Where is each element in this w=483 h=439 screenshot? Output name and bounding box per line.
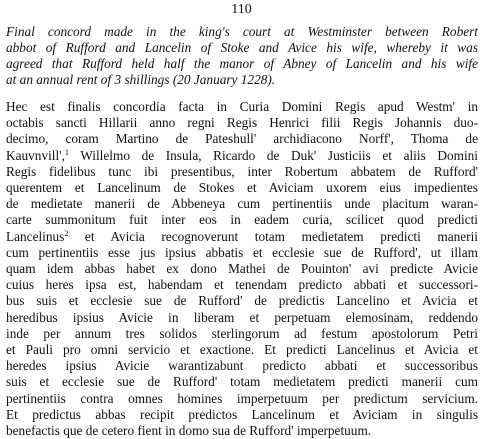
body-line: cuius heres ipsa est, habendam et tenendam predicto abbati et successori-: [6, 277, 478, 293]
body-line: benefactis que de cetero fient in domo sua de Rufford' imperpetuum.: [6, 423, 372, 439]
body-line: suis et ecclesie sue de Rufford' totam medietatem predicti manerii cum: [6, 374, 478, 390]
body-line: querentem et Lancelinum de Stokes et Aviciam uxorem eius impedientes: [6, 180, 478, 196]
body-line-fragment: Kauvnvill',: [6, 147, 65, 163]
footnote-ref-2: 2: [64, 228, 69, 238]
summary-paragraph: [6, 24, 478, 88]
latin-body-text: [6, 99, 478, 439]
body-line: Et predictus abbas recipit predictos Lancelinum et Aviciam in singulis: [6, 406, 478, 422]
body-line: inde per annum tres solidos sterlingorum ad festum apostolorum Petri: [6, 325, 478, 341]
body-line: heredibus ipsius Avicie in liberam et perpetuam elemosinam, reddendo: [6, 309, 478, 325]
page-number: 110: [231, 2, 252, 17]
body-line: pertinentiis contra omnes homines imperpetuum per predictum servicium.: [6, 390, 478, 406]
body-line: Regis fidelibus tunc ibi presentibus, inter Robertum abbatem de Rufford': [6, 163, 478, 179]
body-line: decimo, coram Martino de Pateshull' archidiacono Norff', Thoma de: [6, 131, 478, 147]
body-line-fragment: Willelmo de Insula, Ricardo de Duk' Justiciis et aliis Domini: [68, 147, 478, 163]
body-line-with-footnote: [6, 229, 478, 245]
body-line-fragment: Lancelinus: [6, 228, 65, 244]
summary-line: agreed that Rufford held half the manor of Abney of Lancelin and his wife: [6, 56, 478, 71]
body-line: quam idem abbas habet ex dono Mathei de Pouinton' avi predicte Avicie: [6, 261, 478, 277]
summary-line: abbot of Rufford and Lancelin of Stoke and Avice his wife, whereby it was: [6, 40, 478, 55]
body-line: et Pauli pro omni servicio et exactione. Et predicti Lancelinus et Avicia et: [6, 342, 478, 358]
body-line: carte summonitum fuit inter eos in eadem curia, scilicet quod predicti: [6, 212, 478, 228]
body-line-fragment: et Avicia recognoverunt totam medietatem predicti manerii: [68, 228, 478, 244]
body-line: bus suis et ecclesie sue de Rufford' de predictis Lancelino et Avicia et: [6, 293, 478, 309]
body-line: Hec est finalis concordia facta in Curia Domini Regis apud Westm' in: [6, 99, 478, 114]
body-line: cum pertinentiis esse jus ipsius abbatis et ecclesie sue de Rufford', ut illam: [6, 244, 478, 260]
summary-line: Final concord made in the king's court at Westminster between Robert: [6, 24, 478, 39]
summary-line: at an annual rent of 3 shillings (20 January 1228).: [6, 72, 276, 87]
footnote-ref-1: 1: [64, 147, 69, 157]
body-line: de medietate manerii de Abbeneya cum pertinentiis unde placitum waran-: [6, 196, 478, 212]
body-line-with-footnote: [6, 148, 478, 164]
body-line: heredes ipsius Avicie warantizabunt predicto abbati et successoribus: [6, 358, 478, 374]
body-line: octabis sancti Hillarii anno regni Regis Henrici filii Regis Johannis duo-: [6, 115, 478, 131]
